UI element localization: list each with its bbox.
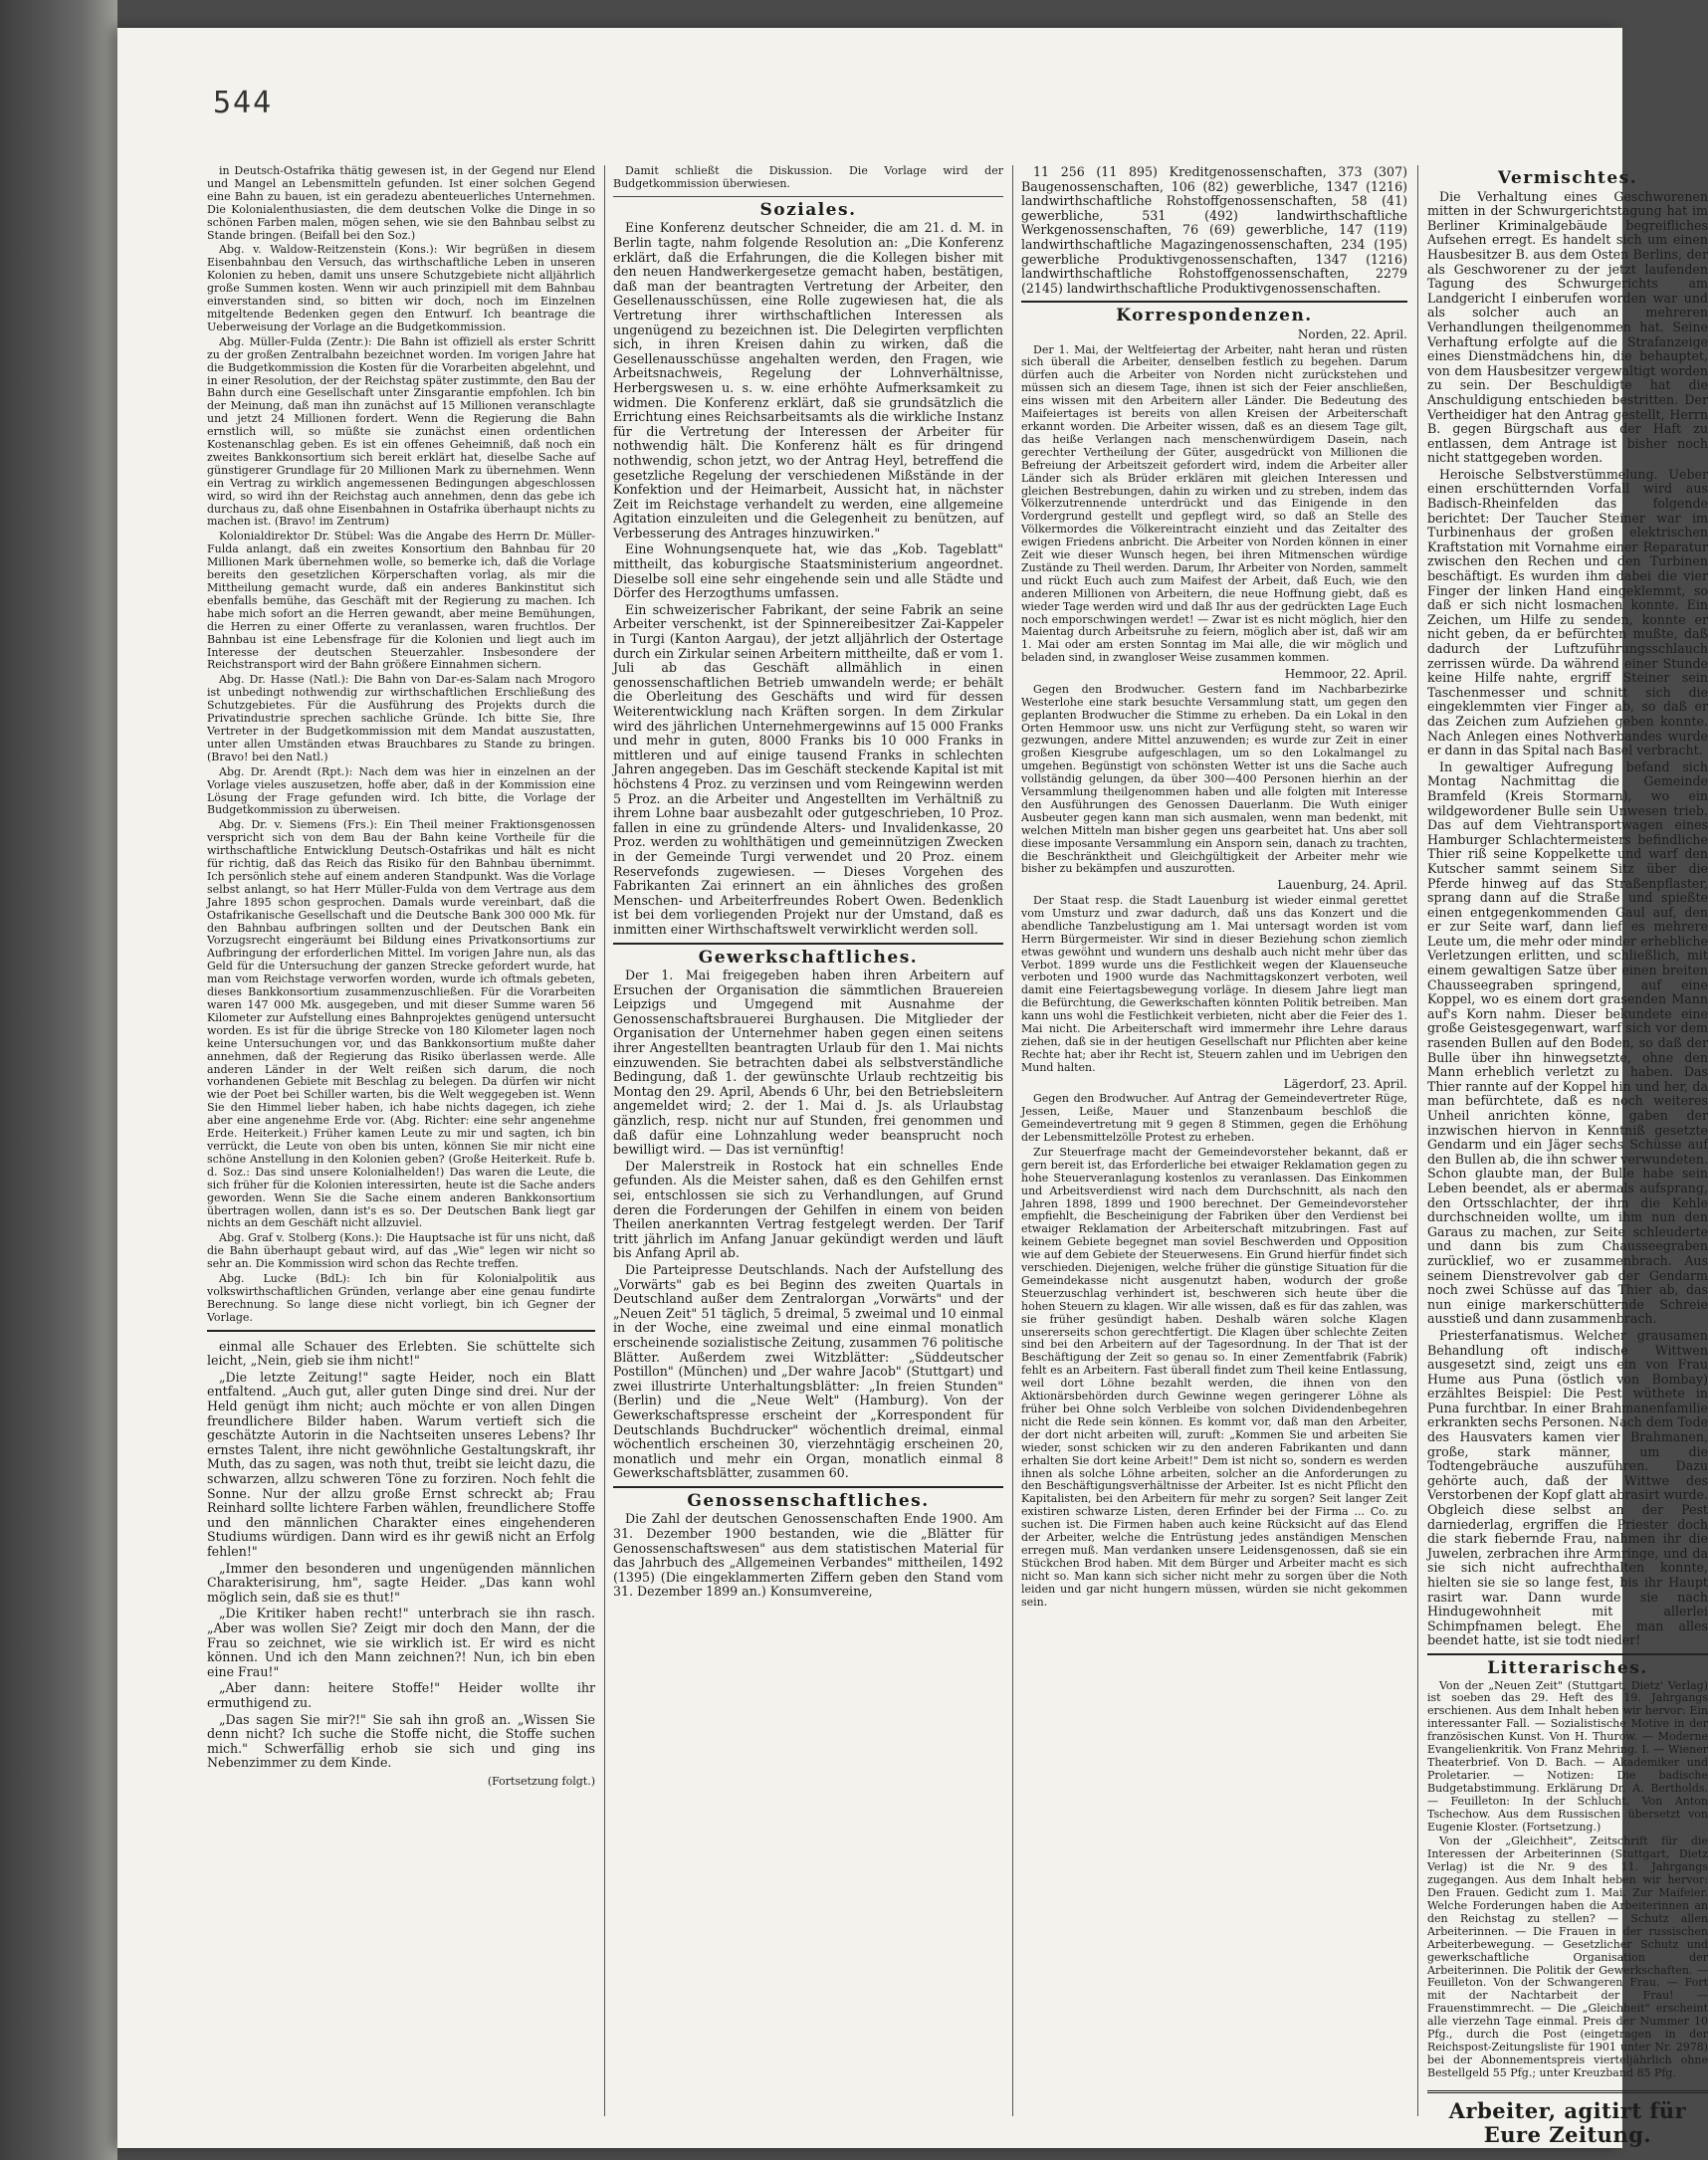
paragraph: Abg. Dr. Hasse (Natl.): Die Bahn von Dar-es-Salam nach Mrogoro ist unbedingt nothwendig zur wirthschaftlichen Erschließung des Schutzgebietes. Für die Ausführung des Projekts durch die Privatindustrie sprechen sachliche Gründe. Ich bitte Sie, Ihre Vertreter in der Budgetkommission mit dem Mandat auszustatten, unter allen Umständen etwas Brauchbares zu Stande zu bringen. (Bravo! bei den Natl.) (207, 673, 595, 763)
paragraph: „Immer den besonderen und ungenügenden männlichen Charakterisirung, hm", sagte Heider. „Das kann wohl möglich sein, daß sie es thut!" (207, 1560, 595, 1605)
reichstag-debate (207, 165, 595, 1325)
paragraph: Der Malerstreik in Rostock hat ein schnelles Ende gefunden. Als die Meister sahen, daß es den Gehilfen ernst sei, entschlossen sie sich zu Verhandlungen, auf Grund deren die Forderungen der Gehilfen in einem von beiden Theilen anerkannten Vertrag festgelegt werden. Der Tarif tritt jährlich im Anfang Januar gekündigt werden und läuft bis Anfang April ab. (613, 1158, 1003, 1261)
paragraph: Abg. Graf v. Stolberg (Kons.): Die Hauptsache ist für uns nicht, daß die Bahn überhaupt gebaut wird, auf das „Wie" legen wir nicht so sehr an. Die Kommission wird schon das Rechte treffen. (207, 1231, 595, 1271)
section-heading-korrespondenzen: Korrespondenzen. (1116, 306, 1313, 326)
paragraph: Die Zahl der deutschen Genossenschaften Ende 1900. Am 31. Dezember 1900 bestanden, wie die „Blätter für Genossenschaftswesen" aus dem statistischen Material für das Jahrbuch des „Allgemeinen Verbandes" mittheilen, 1492 (1395) (Die eingeklammerten Ziffern geben den Stand vom 31. Dezember 1899 an.) Konsumvereine, (613, 1511, 1003, 1600)
section-rule (1427, 1653, 1708, 1655)
section-heading-genossenschaftliches: Genossenschaftliches. (687, 1490, 930, 1511)
column-divider (1012, 165, 1013, 2116)
column-divider (1417, 165, 1418, 2116)
continuation-note: (Fortsetzung folgt.) (487, 1774, 595, 1788)
column-4 (1427, 165, 1708, 2147)
paragraph: in Deutsch-Ostafrika thätig gewesen ist, in der Gegend nur Elend und Mangel an Lebensmitteln gefunden. Ist einer solchen Gegend eine Bahn zu bauen, ist ein geradezu abenteuerliches Unternehmen. Die Kolonialenthusiasten, die dem deutschen Volke die Dinge in so schönen Farben malen, mögen sehen, wie sie den Bahnbau selbst zu Stande bringen. (Beifall bei den Soz.) (207, 164, 595, 242)
paragraph: Zur Steuerfrage macht der Gemeindevorsteher bekannt, daß er gern bereit ist, das Erforderliche bei etwaiger Reklamation gegen zu hohe Steuerveranlagung kostenlos zu veranlassen. Das Einkommen und Arbeitsverdienst wird nach dem Durchschnitt, als nach den Jahren 1898, 1899 und 1900 berechnet. Der Gemeindevorsteher empfiehlt, die Bescheinigung der Fabriken über den Verdienst bei etwaiger Reklamation der Arbeiterschaft mitzubringen. Fast auf keinem Gebiete begegnet man soviel Beschwerden und Opposition wie auf dem Gebiete der Steuerwesens. Ein Grund hierfür findet sich verschieden. Diejenigen, welche früher die günstige Situation für die Gemeindekasse nicht ausgenutzt haben, wodurch der große Steuerzuschlag verhindert ist, beschweren sich heute über die hohen Steuern zu klagen. Wir alle wissen, daß es für das zahlen, was sie früher gesündigt haben. Deshalb wären solche Klagen unsererseits schon gerechtfertigt. Die Klagen über schlechte Zeiten sind bei den Arbeitern auf der Tagesordnung. In der That ist der Beschäftigung der Zeit so genau so. In einer Zementfabrik (Fabrik) fehlt es an Arbeitern. Fast überall findet zum Theil keine Entlassung, weil dort Löhne bezahlt werden, die ihnen von den Aktionärsbehörden durch Gewinne wegen geringerer Löhne als früher bei Ohne solch Verbleibe von solchen Dividendenbegehren nicht die Rede sein können. Es kommt vor, daß man den Arbeiter, der dort nicht arbeiten will, zuruft: „Kommen Sie und arbeiten Sie wieder, sonst schicken wir zu den anderen Fabrikanten und dann erhalten Sie dort keine Arbeit!" Dem ist nicht so, sondern es werden ihnen als solche Löhne arbeiten, solcher an die Anforderungen zu den Beschäftigungsverhältnisse der Arbeiter. Ist es nicht Pflicht den Kapitalisten, bei den Arbeitern für mehr zu sorgen? Seit langer Zeit existiren schwarze Listen, deren Erfinder bei der Firma ... Co. zu suchen ist. Die Firmen haben auch keine Rücksicht auf das Elend der Arbeiter, welche die Entrüstung jedes anständigen Menschen erregen muß. Man verdanken unsere Leidensgenossen, daß sie ein Stückchen Brod haben. Mit dem Bürger und Arbeiter macht es sich nicht so. Man kann sich sicher nicht mehr zu sorgen über die Noth leiden und gar nicht hungern müssen, würden sie nicht gekommen sein. (1021, 1145, 1407, 1609)
paragraph: 11 256 (11 895) Kreditgenossenschaften, 373 (307) Baugenossenschaften, 106 (82) gewerbliche, 1347 (1216) landwirthschaftliche Rohstoffgenossenschaften, 58 (41) gewerbliche, 531 (492) landwirthschaftliche Werkgenossenschaften, 76 (69) gewerbliche, 147 (119) landwirthschaftliche Magazingenossenschaften, 234 (195) gewerbliche Produktivgenossenschaften, 1347 (1216) landwirthschaftliche Rohstoffgenossenschaften, 2279 (2145) landwirthschaftliche Produktivgenossenschaften. (1021, 164, 1407, 296)
dateline: Lauenburg, 24. April. (1277, 878, 1407, 893)
paragraph: Der Staat resp. die Stadt Lauenburg ist wieder einmal gerettet vom Umsturz und zwar dadurch, daß uns das Konzert und die abendliche Tanzbelustigung am 1. Mai untersagt worden ist vom Herrn Bürgermeister. Wir sind in dieser Beziehung schon ziemlich etwas gewöhnt und wundern uns deshalb auch nicht mehr über das Verbot. 1899 wurde uns die Festlichkeit wegen der Klauenseuche verboten und 1900 wurde das Nachmittagskonzert verboten, weil damit eine Feiertagsbewegung vorläge. In diesem Jahre liegt man die Befürchtung, die Gewerkschaften könnten Politik betreiben. Man kann uns wohl die Festlichkeit verbieten, nicht aber die Feier des 1. Mai nicht. Die Arbeiterschaft wird immermehr ihre Lehre daraus ziehen, daß sie in der heutigen Gesellschaft nur Pflichten aber keine Rechte hat; aber ihr Recht ist, Steuern zahlen und im Uebrigen den Mund halten. (1021, 893, 1407, 1074)
section-heading-vermischtes: Vermischtes. (1497, 168, 1638, 188)
paragraph: einmal alle Schauer des Erlebten. Sie schüttelte sich leicht, „Nein, gieb sie ihm nicht!" (207, 1338, 595, 1369)
column-2 (613, 165, 1003, 1602)
section-heading-litterarisches: Litterarisches. (1487, 1657, 1648, 1678)
section-rule (613, 1486, 1003, 1488)
dateline: Hemmoor, 22. April. (1284, 667, 1407, 682)
paragraph: Heroische Selbstverstümmelung. Ueber einen erschütternden Vorfall wird aus Badisch-Rheinfelden das folgende berichtet: Der Taucher Steiner war im Turbinenhaus der großen elektrischen Kraftstation mit Vornahme einer Reparatur zwischen den Rechen und den Turbinen beschäftigt. Es wurden ihm dabei die vier Finger der linken Hand eingeklemmt, so daß er sich nicht losmachen konnte. Ein Zeichen, um Hilfe zu senden, konnte er nicht geben, da er befürchten mußte, daß dadurch der Luftzuführungsschlauch zerrissen würde. Da während einer Stunde keine Hilfe nahte, ergriff Steiner sein Taschenmesser und schnitt sich die eingeklemmten vier Finger ab, so daß er das Zeichen zum Aufziehen geben konnte. Nach Anlegen eines Nothverbandes wurde er dann in das Spital nach Basel verbracht. (1427, 466, 1708, 758)
column-3 (1021, 165, 1407, 1612)
paragraph: Die Parteipresse Deutschlands. Nach der Aufstellung des „Vorwärts" gab es bei Beginn des zweiten Quartals in Deutschland außer dem Zentralorgan „Vorwärts" und der „Neuen Zeit" 51 täglich, 5 dreimal, 5 zweimal und 10 einmal in der Woche, eine zweimal und eine einmal monatlich erscheinende sozialistische Zeitung, zusammen 76 politische Blätter. Außerdem zwei Witzblätter: „Süddeutscher Postillon" (München) und „Der wahre Jacob" (Stuttgart) und zwei illustrirte Unterhaltungsblätter: „In freien Stunden" (Berlin) und die „Neue Welt" (Hamburg). Von der Gewerkschaftspresse erscheint der „Korrespondent für Deutschlands Buchdrucker" wöchentlich dreimal, einmal wöchentlich erscheinen 30, vierzehntägig erscheinen 20, monatlich und mehr ein Organ, monatlich einmal 8 Gewerkschaftsblätter, zusammen 60. (613, 1261, 1003, 1481)
section-rule (1021, 301, 1407, 303)
footer-slogan: Arbeiter, agitirt für Eure Zeitung. (1427, 2090, 1708, 2147)
paragraph: Eine Wohnungsenquete hat, wie das „Kob. Tageblatt" mittheilt, das koburgische Staatsministerium angeordnet. Dieselbe soll eine sehr eingehende sein und alle Städte und Dörfer des Herzogthums umfassen. (613, 541, 1003, 601)
paragraph: Von der „Neuen Zeit" (Stuttgart, Dietz' Verlag) ist soeben das 29. Heft des 19. Jahrgangs erschienen. Aus dem Inhalt heben wir hervor: Ein interessanter Fall. — Sozialistische Motive in der französischen Kunst. Von H. Thurow. — Moderne Evangelienkritik. Von Franz Mehring. I. — Wiener Theaterbrief. Von D. Bach. — Akademiker und Proletarier. — Notizen: Die badische Budgetabstimmung. Erklärung Dr. A. Bertholds. — Feuilleton: In der Schlucht. Von Anton Tschechow. Aus dem Russischen übersetzt von Eugenie Kloster. (Fortsetzung.) (1427, 1678, 1708, 1834)
section-rule (613, 943, 1003, 945)
paragraph: Kolonialdirektor Dr. Stübel: Was die Angabe des Herrn Dr. Müller-Fulda anlangt, daß ein zweites Konsortium den Bahnbau für 20 Millionen Mark übernehmen wolle, so bemerke ich, daß die Vorlage bereits den gesetzlichen Körperschaften vorlag, als mir die Mittheilung gemacht wurde, daß ein anderes Bankinstitut sich ebenfalls bemühe, das Geschäft mit der Regierung zu machen. Ich habe mich sofort an die Herren gewandt, aber meine Bemühungen, die Herren zu einer Offerte zu veranlassen, waren fruchtlos. Der Bahnbau ist eine Lebensfrage für die Kolonien und liegt auch im Interesse der deutschen Steuerzahler. Insbesondere der Reichstransport wird der Bahn größere Einnahmen sichern. (207, 530, 595, 672)
book-binding-edge (0, 0, 117, 2160)
paragraph: „Die letzte Zeitung!" sagte Heider, noch ein Blatt entfaltend. „Auch gut, aller guten Dinge sind drei. Nur der Held genügt ihm nicht; auch möchte er von allen Dingen freundlichere Bilder haben. Warum vertieft sich die geschätzte Autorin in die Nachtseiten unseres Lebens? Ihr ernstes Talent, ihre nicht gewöhnliche Gestaltungskraft, ihr Muth, das zu sagen, was noth thut, treibt sie leicht dazu, die schwarzen, allzu schweren Töne zu forziren. Noch fehlt die Sonne. Nur der allzu große Ernst schreckt ab; Frau Reinhard sollte lichtere Farben wählen, freundlichere Stoffe und den männlichen Charakter eines eingehenderen Studiums würdigen. Dann wird es ihr gewiß nicht an Erfolg fehlen!" (207, 1369, 595, 1559)
section-rule (613, 196, 1003, 197)
dateline: Lägerdorf, 23. April. (1283, 1076, 1407, 1091)
paragraph: „Das sagen Sie mir?!" Sie sah ihn groß an. „Wissen Sie denn nicht? Ich suche die Stoffe nicht, die Stoffe suchen mich." Schwerfällig erhob sie sich und ging ins Nebenzimmer zu dem Kinde. (207, 1711, 595, 1771)
paragraph: Die Verhaltung eines Geschworenen mitten in der Schwurgerichtstagung hat im Berliner Kriminalgebäude begreifliches Aufsehen erregt. Es handelt sich um einen Hausbesitzer B. aus dem Osten Berlins, der als Geschworener zu der jetzt laufenden Tagung des Schwurgerichts am Landgericht I einberufen worden war und als solcher auch an mehreren Verhandlungen theilgenommen hat. Seine Verhaftung erfolgte auf die Strafanzeige eines Dienstmädchens hin, die behauptet, von dem Hausbesitzer vergewaltigt worden zu sein. Der Beschuldigte hat die Anschuldigung entschieden bestritten. Der Vertheidiger hat den Antrag gestellt, Herrn B. gegen Bürgschaft aus der Haft zu entlassen, dem Antrage ist bisher noch nicht stattgegeben worden. (1427, 188, 1708, 466)
paragraph: Abg. v. Waldow-Reitzenstein (Kons.): Wir begrüßen in diesem Eisenbahnbau den Versuch, das wirthschaftliche Leben in unseren Kolonien zu heben, damit uns unsere Schutzgebiete nicht alljährlich große Summen kosten. Wenn wir auch prinzipiell mit dem Bahnbau einverstanden sind, so bitten wir doch, noch im Einzelnen mitgeltende Bedenken gegen den Entwurf. Ich beantrage die Ueberweisung der Vorlage an die Budgetkommission. (207, 243, 595, 333)
dateline: Norden, 22. April. (1297, 326, 1407, 341)
feuilleton-story (207, 1340, 595, 1790)
page-number: 544 (213, 86, 274, 120)
paragraph: Abg. Lucke (BdL): Ich bin für Kolonialpolitik aus volkswirthschaftlichen Gründen, verlange aber eine genau fundirte Berechnung. So lange diese nicht vorliegt, bin ich Gegner der Vorlage. (207, 1272, 595, 1324)
paragraph: Ein schweizerischer Fabrikant, der seine Fabrik an seine Arbeiter verschenkt, ist der Spinnereibesitzer Zai-Kappeler in Turgi (Kanton Aargau), der jetzt alljährlich der Ostertage durch ein Zirkular seinen Arbeitern mittheilte, daß er vom 1. Juli ab das Geschäft allmählich in einen genossenschaftlichen Betrieb umwandeln werde; er behält die Oberleitung des Geschäfts und wird für dessen Weiterentwicklung nach Kräften sorgen. In dem Zirkular wird des jährlichen Unternehmergewinns auf 15 000 Franks und mehr in guten, 8000 Franks bis 10 000 Franks in mittleren und auf einige tausend Franks in schlechten Jahren angegeben. Das im Geschäft steckende Kapital ist mit höchstens 4 Proz. zu verzinsen und vom Reingewinn werden 5 Proz. an die Arbeiter und Angestellten im Verhältniß zu ihrem Lohne baar ausbezahlt oder gutgeschrieben, 10 Proz. fallen in eine zu gründende Alters- und Invalidenkasse, 20 Proz. werden zu wohlthätigen und gemeinnützigen Zwecken in der Gemeinde Turgi verwendet und 20 Proz. einem Reservefonds zugewiesen. — Dieses Vorgehen des Fabrikanten Zai erinnert an ein ähnliches des großen Menschen- und Arbeiterfreundes Robert Owen. Bedenklich ist bei dem vorliegenden Projekt nur der Umstand, daß es inmitten einer Wirthschaftswelt verwirklicht werden soll. (613, 601, 1003, 937)
paragraph: Der 1. Mai freigegeben haben ihren Arbeitern auf Ersuchen der Organisation die sämmtlichen Brauereien Leipzigs und Umgegend mit Ausnahme der Genossenschaftsbrauerei Burghausen. Die Mitglieder der Organisation der Unternehmer haben gegen einen seitens ihrer Angestellten beantragten Urlaub für den 1. Mai nichts einzuwenden. Sie betrachten dabei als selbstverständliche Bedingung, daß 1. der gewünschte Urlaub rechtzeitig bis Montag den 29. April, Abends 6 Uhr, bei den Betriebsleitern angemeldet wird; 2. der 1. Mai d. Js. als Urlaubstag gänzlich, resp. nicht nur auf Stunden, frei genommen und daß dafür eine Lohnzahlung weder beansprucht noch bewilligt wird. — Das ist vernünftig! (613, 968, 1003, 1158)
section-heading-soziales: Soziales. (759, 199, 857, 220)
paragraph: Von der „Gleichheit", Zeitschrift für die Interessen der Arbeiterinnen (Stuttgart, Dietz Verlag) ist die Nr. 9 des 11. Jahrgangs zugegangen. Aus dem Inhalt heben wir hervor: Den Frauen. Gedicht zum 1. Mai. Zur Maifeier. Welche Forderungen haben die Arbeiterinnen an den Reichstag zu stellen? — Schutz allen Arbeiterinnen. — Die Frauen in der russischen Arbeiterbewegung. — Gesetzlicher Schutz und gewerkschaftliche Organisation der Arbeiterinnen. Die Politik der Gewerkschaften. — Feuilleton. Von der Schwangeren Frau. — Fort mit der Nachtarbeit der Frau! — Frauenstimmrecht. — Die „Gleichheit" erscheint alle vierzehn Tage einmal. Preis der Nummer 10 Pfg., durch die Post (eingetragen in der Reichspost-Zeitungsliste für 1901 unter Nr. 2978) bei der Abonnementspreis vierteljährlich ohne Bestellgeld 55 Pfg.; unter Kreuzband 85 Pfg. (1427, 1835, 1708, 2079)
paragraph: „Die Kritiker haben recht!" unterbrach sie ihn rasch. „Aber was wollen Sie? Zeigt mir doch den Mann, der die Frau so zeichnet, wie sie wirklich ist. Er wird es nicht können. Und ich den Mann zeichnen?! Nun, ich bin eben eine Frau!" (207, 1606, 595, 1679)
paragraph: Der 1. Mai, der Weltfeiertag der Arbeiter, naht heran und rüsten sich überall die Arbeiter, denselben festlich zu begehen. Darum dürfen auch die Arbeiter von Norden nicht zurückstehen und müssen sich an diesem Tage, ihnen ist sich der Feier anschließen, eins wissen mit den Arbeitern aller Länder. Die Bedeutung des Maifeiertages ist bereits von allen Kreisen der Arbeiterschaft erkannt worden. Die Arbeiter wissen, daß es an diesem Tage gilt, das heiße Verlangen nach menschenwürdigem Dasein, nach gerechter Vertheilung der Güter, ausgedrückt von Millionen die Befreiung der Arbeitszeit gefordert wird, indem die Arbeiter aller Länder sich als Brüder erklären mit gleichen Interessen und gleichen Bestrebungen, dahin zu wirken und zu streben, indem das Völkerzutrennende unterdrückt und das Einigende in den Vordergrund gestellt und gepflegt wird, so daß an Stelle des Völkermordes die Völkereintracht einzieht und das Zeitalter des ewigen Friedens anbricht. Die Arbeiter von Norden können in einer Zeit wie dieser Wunsch hegen, bei ihren Mitmenschen würdige Zustände zu Theil werden. Darum, Ihr Arbeiter von Norden, sammelt und rückt Euch auch zum Maifest der Arbeit, daß Euch, wie den anderen Millionen von Arbeitern, die neue Hoffnung giebt, daß es wieder Tage werden wird und daß Ihr aus der gedrückten Lage Euch noch emporschwingen werdet! — Zwar ist es nicht möglich, hier den Maientag durch Arbeitsruhe zu feiern, möglich aber ist, daß wir am 1. Mai oder am ersten Sonntag im Mai alle, die wir möglich und beladen sind, in zwangloser Weise zusammen kommen. (1021, 342, 1407, 665)
paragraph: Gegen den Brodwucher. Gestern fand im Nachbarbezirke Westerlohe eine stark besuchte Versammlung statt, um gegen den geplanten Brodwucher die Stimme zu erheben. Da ein Lokal in den Orten Hemmoor usw. uns nicht zur Verfügung steht, so waren wir gezwungen, andere Mittel anzuwenden; es wurde zur Zeit in einer großen Kiesgrube aufgeschlagen, um so den Lokalmangel zu umgehen. Begünstigt von schönsten Wetter ist uns die Sache auch vollständig gelungen, da über 300—400 Personen hierhin an der Versammlung theilgenommen haben und alle folgten mit Interesse den Ausführungen des Genossen Dauerlanm. Die Wuth einiger Ausbeuter gegen kann man sich ausmalen, wenn man bedenkt, mit welchen Mitteln man bisher gegen uns gearbeitet hat. Uns aber soll diese imposante Versammlung ein Ansporn sein, danach zu trachten, die Beschränktheit und Gleichgültigkeit der Arbeiter mehr wie bisher zu bekämpfen und auszurotten. (1021, 682, 1407, 876)
paragraph: „Aber dann: heitere Stoffe!" Heider wollte ihr ermuthigend zu. (207, 1680, 595, 1710)
paragraph: Abg. Dr. Arendt (Rpt.): Nach dem was hier in einzelnen an der Vorlage vieles auszusetzen, hoffe aber, daß in der Kommission eine Lösung der Frage gefunden wird. Ich bitte, die Vorlage der Budgetkommission zu überweisen. (207, 764, 595, 817)
newspaper-page (117, 28, 1708, 2148)
section-rule (207, 1330, 595, 1332)
paragraph: Abg. Dr. v. Siemens (Frs.): Ein Theil meiner Fraktionsgenossen verspricht sich von dem Bau der Bahn keine Vortheile für die wirthschaftliche Entwicklung Deutsch-Ostafrikas und hält es nicht für richtig, daß das Reich das Risiko für den Bahnbau übernimmt. Ich persönlich stehe auf einem anderen Standpunkt. Was die Vorlage selbst anlangt, so hat Herr Müller-Fulda von dem Vertrage aus dem Jahre 1895 schon gesprochen. Damals wurde vereinbart, daß die Ostafrikanische Gesellschaft und die Deutsche Bank 300 000 Mk. für den Bahnbau aufbringen sollten und der Deutschen Bank ein Vorzugsrecht eingeräumt bei Bildung eines Privatkonsortiums zur Aufbringung der erforderlichen Mittel. Im vorigen Jahre nun, als das Geld für die Untersuchung der ganzen Strecke gefordert wurde, hat man vom Reichstage verworfen worden, wurde ich oftmals gebeten, dieses Bankkonsortium zusammenzuschließen. Für die Vorarbeiten waren 147 000 Mk. ausgegeben, und mit dieser Summe waren 56 Kilometer zur Aufstellung eines Bahnprojektes genügend untersucht worden. Es ist für die übrige Strecke von 180 Kilometer lagen noch keine Untersuchungen vor, und das Bankkonsortium mußte daher annehmen, daß der Regierung das Risiko überlassen werde. Alle anderen Länder in der Welt reißen sich darum, die noch vorhandenen Gebiete mit Beschlag zu belegen. Da dürfen wir nicht wie der Poet bei Schiller warten, bis die Welt weggegeben ist. Wenn Sie den Himmel lieber haben, ich habe nichts dagegen, ich ziehe aber eine angenehme Erde vor. (Abg. Richter: eine sehr angenehme Erde. Heiterkeit.) Früher kamen Leute zu mir und sagten, ich bin verrückt, die Leute von oben bis unten, können Sie mir nicht eine schöne Anstellung in den Kolonien geben? (Große Heiterkeit. Rufe b. d. Soz.: Das sind unsere Kolonialhelden!) Das waren die Leute, die sich früher für die Kolonien interessirten, heute ist die Sache anders geworden. Wenn Sie die Sache einem anderen Bankkonsortium übertragen wollen, dann ist's es so. Der Deutschen Bank liegt gar nichts an dem Geschäft nicht allzuviel. (207, 818, 595, 1230)
column-1 (207, 165, 595, 1789)
paragraph: Eine Konferenz deutscher Schneider, die am 21. d. M. in Berlin tagte, nahm folgende Resolution an: „Die Konferenz erklärt, daß die Erfahrungen, die die Kollegen bisher mit den neuen Handwerkergesetze gemacht haben, bestätigen, daß man der beantragten Vertretung der Arbeiter, den Gesellenausschüssen, eine Rolle zugewiesen hat, die als Vertretung ihrer wirthschaftlichen Interessen als ungenügend zu bezeichnen ist. Die Delegirten verpflichten sich, in ihren Kreisen dahin zu wirken, daß die Gesellenausschüsse angehalten werden, den Fragen, wie Arbeitsnachweis, Regelung der Lohnverhältnisse, Herbergswesen u. s. w. eine erhöhte Aufmerksamkeit zu widmen. Die Konferenz erklärt, daß sie grundsätzlich die Errichtung eines Reichsarbeitsamts als die wirkliche Instanz für die Vertretung der Interessen der Arbeiter für nothwendig hält. Die Konferenz hält es für dringend nothwendig, schon jetzt, wo der Antrag Heyl, betreffend die gesetzliche Regelung der verschiedenen Mißstände in der Konfektion und der Heimarbeit, Aussicht hat, in nächster Zeit im Reichstage verhandelt zu werden, eine allgemeine Agitation einzuleiten und die Gelegenheit zu benützen, auf Verbesserung des Antrages hinzuwirken." (613, 220, 1003, 540)
paragraph: Damit schließt die Diskussion. Die Vorlage wird der Budgetkommission überwiesen. (613, 164, 1003, 190)
paragraph: Abg. Müller-Fulda (Zentr.): Die Bahn ist offiziell als erster Schritt zu der großen Zentralbahn bezeichnet worden. Im vorigen Jahre hat die Budgetkommission die Kosten für die Vorarbeiten abgelehnt, und in einer Resolution, der der Reichstag später zustimmte, den Bau der Bahn durch eine Gesellschaft unter Zinsgarantie empfohlen. Ich bin der Meinung, daß man ihn zunächst auf 15 Millionen veranschlagte und jetzt 24 Millionen fordert. Wenn die Regierung die Bahn ernstlich will, so müßte sie zunächst einen ordentlichen Kostenanschlag geben. Es ist ein offenes Geheimniß, daß noch ein zweites Bankkonsortium sich bereit erklärt hat, dieselbe Sache auf günstigerer Grundlage für 20 Millionen Mark zu übernehmen. Wenn ein Vertrag zu wirklich angemessenen Bedingungen abgeschlossen wird, so wird ihn der Reichstag auch annehmen, denn das gebe ich durchaus zu, daß ohne Eisenbahnen in Ostafrika überhaupt nichts zu machen ist. (Bravo! im Zentrum) (207, 334, 595, 529)
paragraph: Priesterfanatismus. Welcher grausamen Behandlung oft indische Wittwen ausgesetzt sind, zeigt uns ein von Frau Hume aus Puna (östlich von Bombay) erzähltes Beispiel: Die Pest wüthete in Puna furchtbar. In einer Brahmanenfamilie erkrankten sechs Personen. Nach dem Tode des Hausvaters kamen vier Brahmanen, große, stark männer, um die Todtengebräuche auszuführen. Dazu gehörte auch, daß der Wittwe des Verstorbenen der Kopf glatt abrasirt wurde. Obgleich diese selbst an der Pest darniederlag, ergriffen die Priester doch die stark fiebernde Frau, nahmen ihr die Juwelen, zerbrachen ihre Armringe, und da sie sich nicht aufrechthalten konnte, hielten sie sie so lange fest, bis ihr Haupt rasirt war. Dann wurde sie nach Hindugewohnheit mit allerlei Schimpfnamen belegt. Ehe man alles beendet hatte, ist sie todt nieder! (1427, 1327, 1708, 1648)
column-divider (604, 165, 605, 2116)
paragraph: Gegen den Brodwucher. Auf Antrag der Gemeindevertreter Rüge, Jessen, Leiße, Mauer und Stanzenbaum beschloß die Gemeindevertretung mit 9 gegen 8 Stimmen, gegen die Erhöhung der Lebensmittelzölle Protest zu erheben. (1021, 1092, 1407, 1144)
paragraph: In gewaltiger Aufregung befand sich Montag Nachmittag die Gemeinde Bramfeld (Kreis Stormarn), wo ein wildgewordener Bulle sein Unwesen trieb. Das auf dem Viehtransportwagen eines Hamburger Schlachtermeisters befindliche Thier riß seine Koppelkette und warf den Kutscher sammt seinem Sitz über die Pferde hinweg auf das Straßenpflaster, sprang dann auf die Straße und spießte einen entgegenkommenden Gaul auf, den er zur Seite warf, dann lief es mehrere Leute um, die mehr oder minder erhebliche Verletzungen erlitten, und schließlich, mit einem gewaltigen Satze über einen breiten Chausseegraben springend, auf eine Koppel, wo es einem dort grasenden Mann auf's Korn nahm. Dieser bekundete eine große Geistesgegenwart, warf sich vor dem rasenden Bullen auf den Boden, so daß der Bulle über ihn hinwegsetzte, ohne den Mann erheblich verletzt zu haben. Das Thier rannte auf der Koppel hin und her, da man befürchtete, daß es noch weiteres Unheil anrichten könne, gaben der inzwischen hiervon in Kenntniß gesetzte Gendarm und ein Jäger sechs Schüsse auf den Bullen ab, die ihn schwer verwundeten. Schon glaubte man, der Bulle habe sein Leben beendet, als er abermals aufsprang, den Ortsschlachter, der ihm die Kehle durchschneiden wollte, um ihm nun den Garaus zu machen, zur Seite schleuderte und dann bis zum Chausseegraben zurücklief, wo er zusammenbrach. Aus seinem Dienstrevolver gab der Gendarm noch zwei Schüsse auf das Thier ab, das nun einige markerschütternde Schreie ausstieß und dann zusammenbrach. (1427, 758, 1708, 1327)
section-heading-gewerkschaftliches: Gewerkschaftliches. (698, 947, 919, 968)
